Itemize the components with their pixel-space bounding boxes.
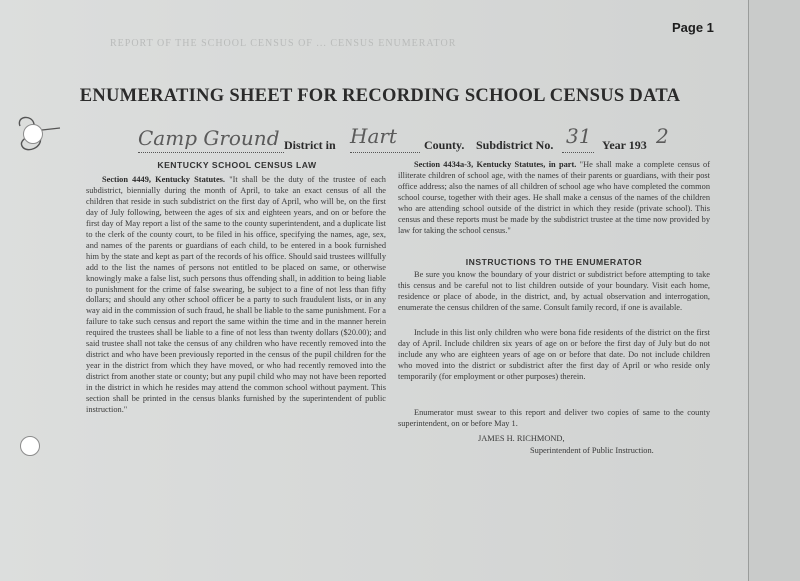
year-label: Year 193 [602, 138, 647, 152]
instructions-paragraph-3: Enumerator must swear to this report and deliver two copies of same to the county superintendent, on or before May 1. [398, 408, 710, 428]
handwritten-district-name: Camp Ground [138, 126, 280, 150]
subdistrict-label: Subdistrict No. [476, 138, 554, 152]
law-heading: KENTUCKY SCHOOL CENSUS LAW [157, 160, 317, 170]
handwritten-county: Hart [350, 124, 397, 148]
handwritten-subdistrict-number: 31 [566, 124, 592, 148]
next-page-edge [748, 0, 800, 581]
county-underline [350, 152, 420, 153]
section-4434-text: "He shall make a complete census of illiterate children of school age, with the names of their parents or guardians, with their post office address; also the names of all children of school age who have completed the common school course, together with their ages. He shall make a census of the names of the children who are attending school outside of the district in which they reside (private school). This census and these reports must be made by the subdistrict trustee at the time now provided by law for taking the school census." [398, 160, 710, 235]
district-line [138, 126, 698, 156]
district-name-underline [138, 152, 284, 153]
page-number: Page 1 [672, 20, 714, 35]
district-in-label: District in [284, 138, 336, 152]
section-4449-label: Section 4449, Kentucky Statutes. [102, 175, 225, 184]
section-4449-paragraph [86, 175, 386, 416]
section-4449-text: "It shall be the duty of the trustee of each subdistrict, biennially during the month of April, to take an exact census of all the children that reside in such subdistrict on the first day of April, who will be, on the first day of July following, between the ages of six and eighteen years, and on or before the first day of May report a list of the same to the county superintendent, and a duplicate list to the clerk of the county court, to be filed in his office, specifying the names, age, sex, and names of the parents or guardians of each child, to be entered in a book furnished him by the state and kept as part of the records of his office. Should said trustees willfully add to the list the names of persons not entitled to be placed on same, or otherwise knowingly make a false list, such persons thus offending shall, in addition to being liable to punishment for the crime of false swearing, be subject to a fine of not less than fifty dollars; and should any other school officer be a party to such fraudulent lists, or in any way aid in the commission of such fraud, he shall be liable to the same punishment. For a failure to take such census and report the same within the time and in the manner herein required the trustees shall be liable to a fine of not less than twenty dollars ($20.00); and said trustee shall not take the census of any children who have recently removed into the district and who have been previously reported in the census of the pupil children for the year in the district from which they have moved, or who had recently removed into the district from another state or county; but any pupil child who may not have been reported in the district in which he resides may attend the common school without payment. This section shall be printed in the census blanks furnished by the superintendent of public instruction." [86, 175, 386, 415]
bleed-through-text: REPORT OF THE SCHOOL CENSUS OF ... CENSUS ENUMERATOR [110, 38, 457, 49]
signature-name: JAMES H. RICHMOND, [478, 434, 565, 443]
signature-title: Superintendent of Public Instruction. [530, 446, 654, 455]
handwritten-year-digit: 2 [656, 124, 669, 148]
binder-hole-bottom [20, 436, 40, 456]
page-title: ENUMERATING SHEET FOR RECORDING SCHOOL CENSUS DATA [79, 86, 681, 106]
subdistrict-underline [562, 152, 594, 153]
instructions-heading: INSTRUCTIONS TO THE ENUMERATOR [465, 257, 643, 267]
county-label: County. [424, 138, 465, 152]
instructions-paragraph-2: Include in this list only children who were bona fide residents of the district on the first day of April. Include children six years of age on or before the first day of July but do not include any who are eighteen years of age on or before that date. Do not include children who moved into the district or subdistrict after the first day of April or who reside only temporarily (for employment or other purposes) therein. [398, 328, 710, 381]
section-4434-paragraph [398, 160, 710, 237]
instructions-paragraph-1: Be sure you know the boundary of your district or subdistrict before attempting to take this census and be careful not to list children outside of your boundary. Visit each home, residence or place of abode, in the district, and, by actual observation and interrogation, enumerate the census children of the same. Consult family record, if one is available. [398, 270, 710, 312]
binder-hole-top [23, 124, 43, 144]
section-4434-label: Section 4434a-3, Kentucky Statutes, in part. [414, 160, 577, 169]
